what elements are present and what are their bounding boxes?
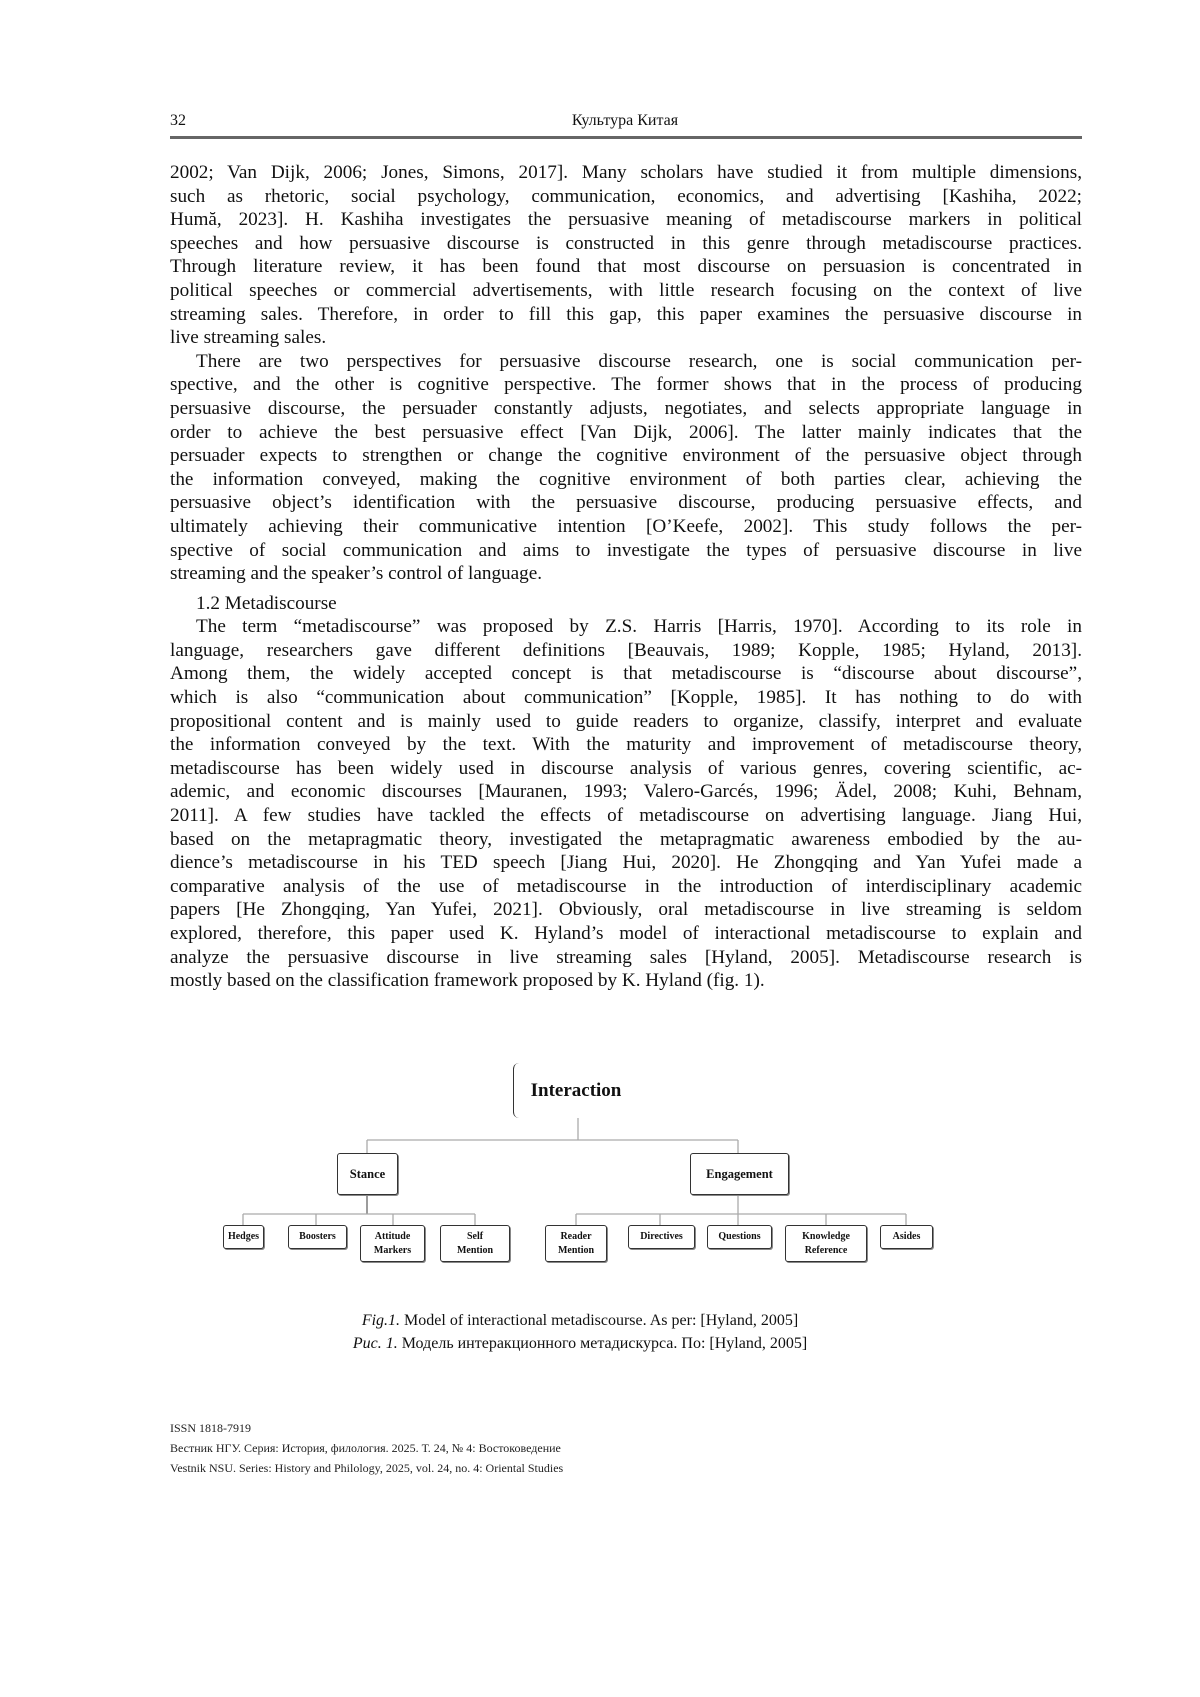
node-knowledge-reference: Knowledge Reference (785, 1225, 867, 1262)
text-line: Through literature review, it has been found that most discourse on persuasion is concentrated in (170, 255, 1082, 279)
footer-issn: ISSN 1818-7919 (170, 1418, 563, 1438)
text-line: political speeches or commercial advertisements, with little research focusing on the context of live (170, 279, 1082, 303)
caption-label-en: Fig.1. (362, 1312, 400, 1329)
text-line: explored, therefore, this paper used K. Hyland’s model of interactional metadiscourse to explain and (170, 922, 1082, 946)
section-heading: 1.2 Metadiscourse (170, 592, 1082, 616)
caption-text-en: Model of interactional metadiscourse. As per: [Hyland, 2005] (400, 1312, 798, 1329)
text-line: metadiscourse has been widely used in discourse analysis of various genres, covering scientific, ac- (170, 757, 1082, 781)
text-line: streaming and the speaker’s control of language. (170, 562, 1082, 586)
text-line: order to achieve the best persuasive effect [Van Dijk, 2006]. The latter mainly indicates that the (170, 421, 1082, 445)
paragraph-2 (170, 350, 1082, 586)
footer-journal-ru: Вестник НГУ. Серия: История, филология. 2025. Т. 24, № 4: Востоковедение (170, 1438, 563, 1458)
text-line: propositional content and is mainly used to guide readers to organize, classify, interpret and evaluate (170, 710, 1082, 734)
text-line: ultimately achieving their communicative intention [O’Keefe, 2002]. This study follows the per- (170, 515, 1082, 539)
paragraph-3 (170, 615, 1082, 993)
body-text (170, 161, 1082, 993)
node-directives: Directives (628, 1225, 695, 1249)
text-line: mostly based on the classification framework proposed by K. Hyland (fig. 1). (170, 969, 1082, 993)
text-line: The term “metadiscourse” was proposed by Z.S. Harris [Harris, 1970]. According to its role in (170, 615, 1082, 639)
text-line: analyze the persuasive discourse in live streaming sales [Hyland, 2005]. Metadiscourse research is (170, 946, 1082, 970)
node-hedges: Hedges (223, 1225, 264, 1249)
node-attitude-markers: Attitude Markers (360, 1225, 425, 1262)
page-number: 32 (170, 112, 186, 130)
text-line: persuader expects to strengthen or change the cognitive environment of the persuasive object through (170, 444, 1082, 468)
text-line: which is also “communication about communication” [Kopple, 1985]. It has nothing to do with (170, 686, 1082, 710)
node-questions: Questions (707, 1225, 772, 1249)
header-rule (170, 136, 1082, 139)
journal-section-title: Культура Китая (170, 112, 1080, 130)
text-line: persuasive object’s identification with the persuasive discourse, producing persuasive effects, and (170, 491, 1082, 515)
figure-caption-ru (0, 1335, 1160, 1353)
text-line: 2002; Van Dijk, 2006; Jones, Simons, 2017]. Many scholars have studied it from multiple dimensions, (170, 161, 1082, 185)
text-line: spective, and the other is cognitive perspective. The former shows that in the process of producing (170, 373, 1082, 397)
text-line: dience’s metadiscourse in his TED speech [Jiang Hui, 2020]. He Zhongqing and Yan Yufei made a (170, 851, 1082, 875)
text-line: papers [He Zhongqing, Yan Yufei, 2021]. Obviously, oral metadiscourse in live streaming is seldom (170, 898, 1082, 922)
text-line: comparative analysis of the use of metadiscourse in the introduction of interdisciplinary academic (170, 875, 1082, 899)
text-line: streaming sales. Therefore, in order to fill this gap, this paper examines the persuasive discourse in (170, 303, 1082, 327)
node-asides: Asides (880, 1225, 933, 1249)
text-line: the information conveyed, making the cognitive environment of both parties clear, achieving the (170, 468, 1082, 492)
text-line: live streaming sales. (170, 326, 1082, 350)
text-line: based on the metapragmatic theory, investigated the metapragmatic awareness embodied by the au- (170, 828, 1082, 852)
node-boosters: Boosters (288, 1225, 347, 1249)
paragraph-1 (170, 161, 1082, 350)
text-line: ademic, and economic discourses [Mauranen, 1993; Valero-Garcés, 1996; Ädel, 2008; Kuhi, Behnam, (170, 780, 1082, 804)
running-header (170, 112, 1080, 136)
caption-text-ru: Модель интеракционного метадискурса. По: [Hyland, 2005] (398, 1335, 807, 1352)
caption-label-ru: Рис. 1. (353, 1335, 398, 1352)
text-line: Humă, 2023]. H. Kashiha investigates the persuasive meaning of metadiscourse markers in political (170, 208, 1082, 232)
page-footer (170, 1418, 563, 1478)
node-self-mention: Self Mention (440, 1225, 510, 1262)
text-line: persuasive discourse, the persuader constantly adjusts, negotiates, and selects appropriate language in (170, 397, 1082, 421)
text-line: such as rhetoric, social psychology, communication, economics, and advertising [Kashiha, 2022; (170, 185, 1082, 209)
text-line: spective of social communication and aims to investigate the types of persuasive discourse in live (170, 539, 1082, 563)
node-engagement: Engagement (690, 1153, 789, 1195)
text-line: 2011]. A few studies have tackled the effects of metadiscourse on advertising language. Jiang Hui, (170, 804, 1082, 828)
node-reader-mention: Reader Mention (545, 1225, 607, 1262)
node-stance: Stance (337, 1153, 398, 1195)
node-interaction: Interaction (513, 1063, 638, 1118)
footer-journal-en: Vestnik NSU. Series: History and Philology, 2025, vol. 24, no. 4: Oriental Studies (170, 1458, 563, 1478)
text-line: language, researchers gave different definitions [Beauvais, 1989; Kopple, 1985; Hyland, 2013]. (170, 639, 1082, 663)
text-line: There are two perspectives for persuasive discourse research, one is social communication per- (170, 350, 1082, 374)
text-line: Among them, the widely accepted concept is that metadiscourse is “discourse about discourse”, (170, 662, 1082, 686)
text-line: the information conveyed by the text. With the maturity and improvement of metadiscourse theory, (170, 733, 1082, 757)
text-line: speeches and how persuasive discourse is constructed in this genre through metadiscourse practices. (170, 232, 1082, 256)
figure-caption-en (0, 1312, 1160, 1330)
